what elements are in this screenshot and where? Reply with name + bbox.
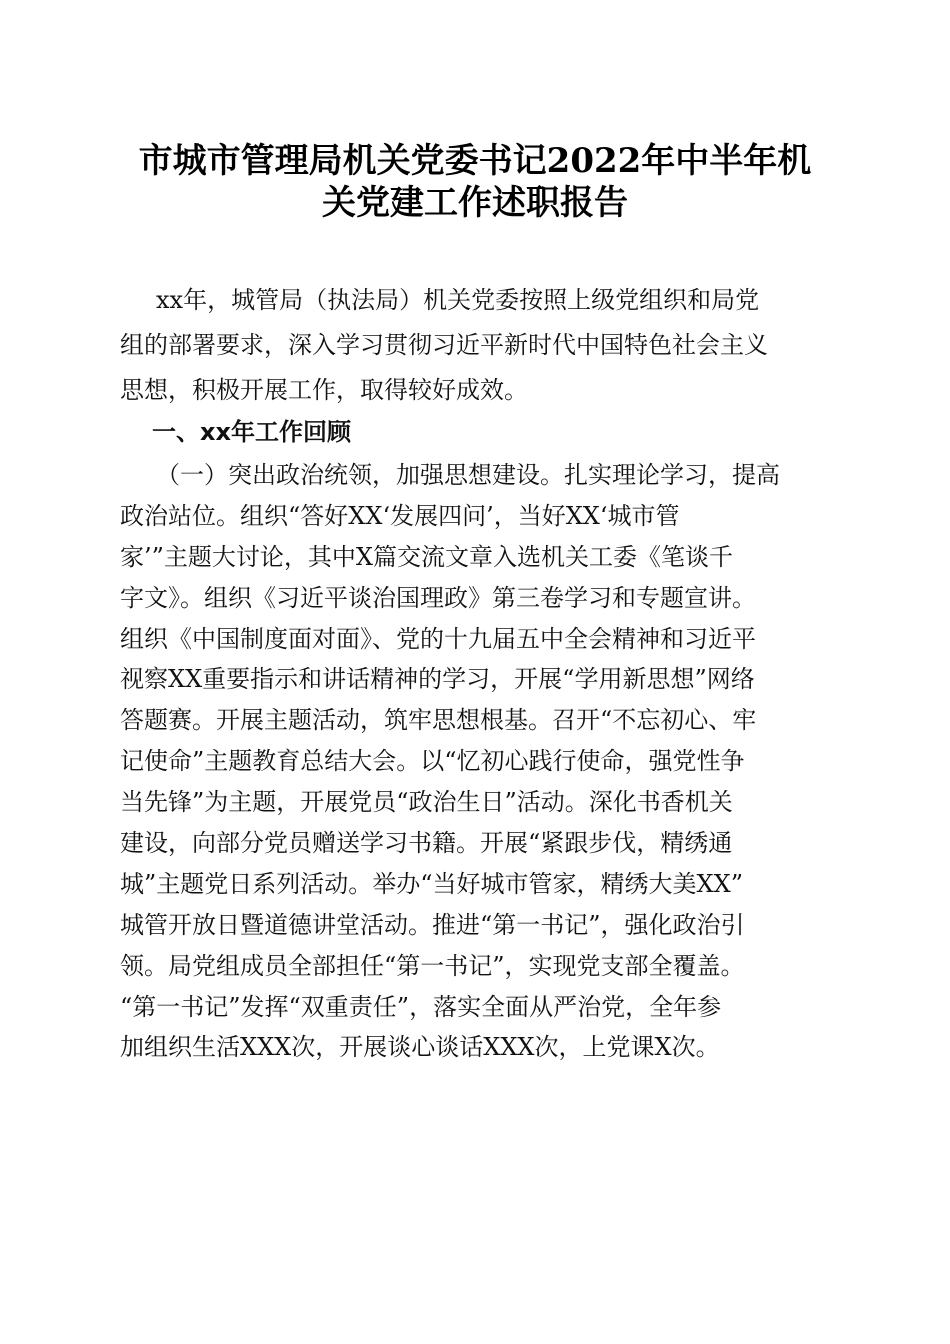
- section-line: “第一书记”发挥“双重责任”，落实全面从严治党，全年参: [120, 992, 722, 1021]
- intro-line: xx年，城管局（执法局）机关党委按照上级党组织和局党: [156, 286, 760, 314]
- section-line: 政治站位。组织“答好XX‘发展四问’，当好XX‘城市管: [120, 501, 680, 530]
- section-line: 领。局党组成员全部担任“第一书记”，实现党支部全覆盖。: [120, 951, 745, 980]
- section-line: 城”主题党日系列活动。举办“当好城市管家，精绣大美XX”: [120, 869, 743, 898]
- title-line: 市城市管理局机关党委书记2022年中半年机: [138, 141, 812, 181]
- section-line: 家’”主题大讨论，其中X篇交流文章入选机关工委《笔谈千: [120, 542, 733, 571]
- section-line: 字文》。组织《习近平谈治国理政》第三卷学习和专题宣讲。: [120, 583, 756, 612]
- intro-line: 思想，积极开展工作，取得较好成效。: [120, 376, 528, 404]
- section-line: 建设，向部分党员赠送学习书籍。开展“紧跟步伐，精绣通: [120, 829, 733, 858]
- document-title: [100, 140, 850, 224]
- section-line: 组织《中国制度面对面》、党的十九届五中全会精神和习近平: [120, 624, 756, 653]
- section-line: （一）突出政治统领，加强思想建设。扎实理论学习，提高: [156, 461, 780, 489]
- section-line: 视察XX重要指示和讲话精神的学习，开展“学用新思想”网络: [120, 665, 755, 694]
- title-line: 关党建工作述职报告: [322, 183, 628, 223]
- section-line: 当先锋”为主题，开展党员“政治生日”活动。深化书香机关: [120, 788, 733, 817]
- section-line: 加组织生活XXX次，开展谈心谈话XXX次，上党课X次。: [120, 1033, 720, 1062]
- intro-paragraph: [120, 278, 832, 413]
- intro-line: 组的部署要求，深入学习贯彻习近平新时代中国特色社会主义: [120, 331, 768, 359]
- section-line: 记使命”主题教育总结大会。以“忆初心践行使命，强党性争: [120, 747, 745, 776]
- section-1-paragraph: [120, 455, 832, 1068]
- section-line: 城管开放日暨道德讲堂活动。推进“第一书记”，强化政治引: [120, 910, 745, 939]
- section-line: 答题赛。开展主题活动，筑牢思想根基。召开“不忘初心、牢: [120, 706, 757, 735]
- section-heading: 一、xx年工作回顾: [152, 418, 351, 446]
